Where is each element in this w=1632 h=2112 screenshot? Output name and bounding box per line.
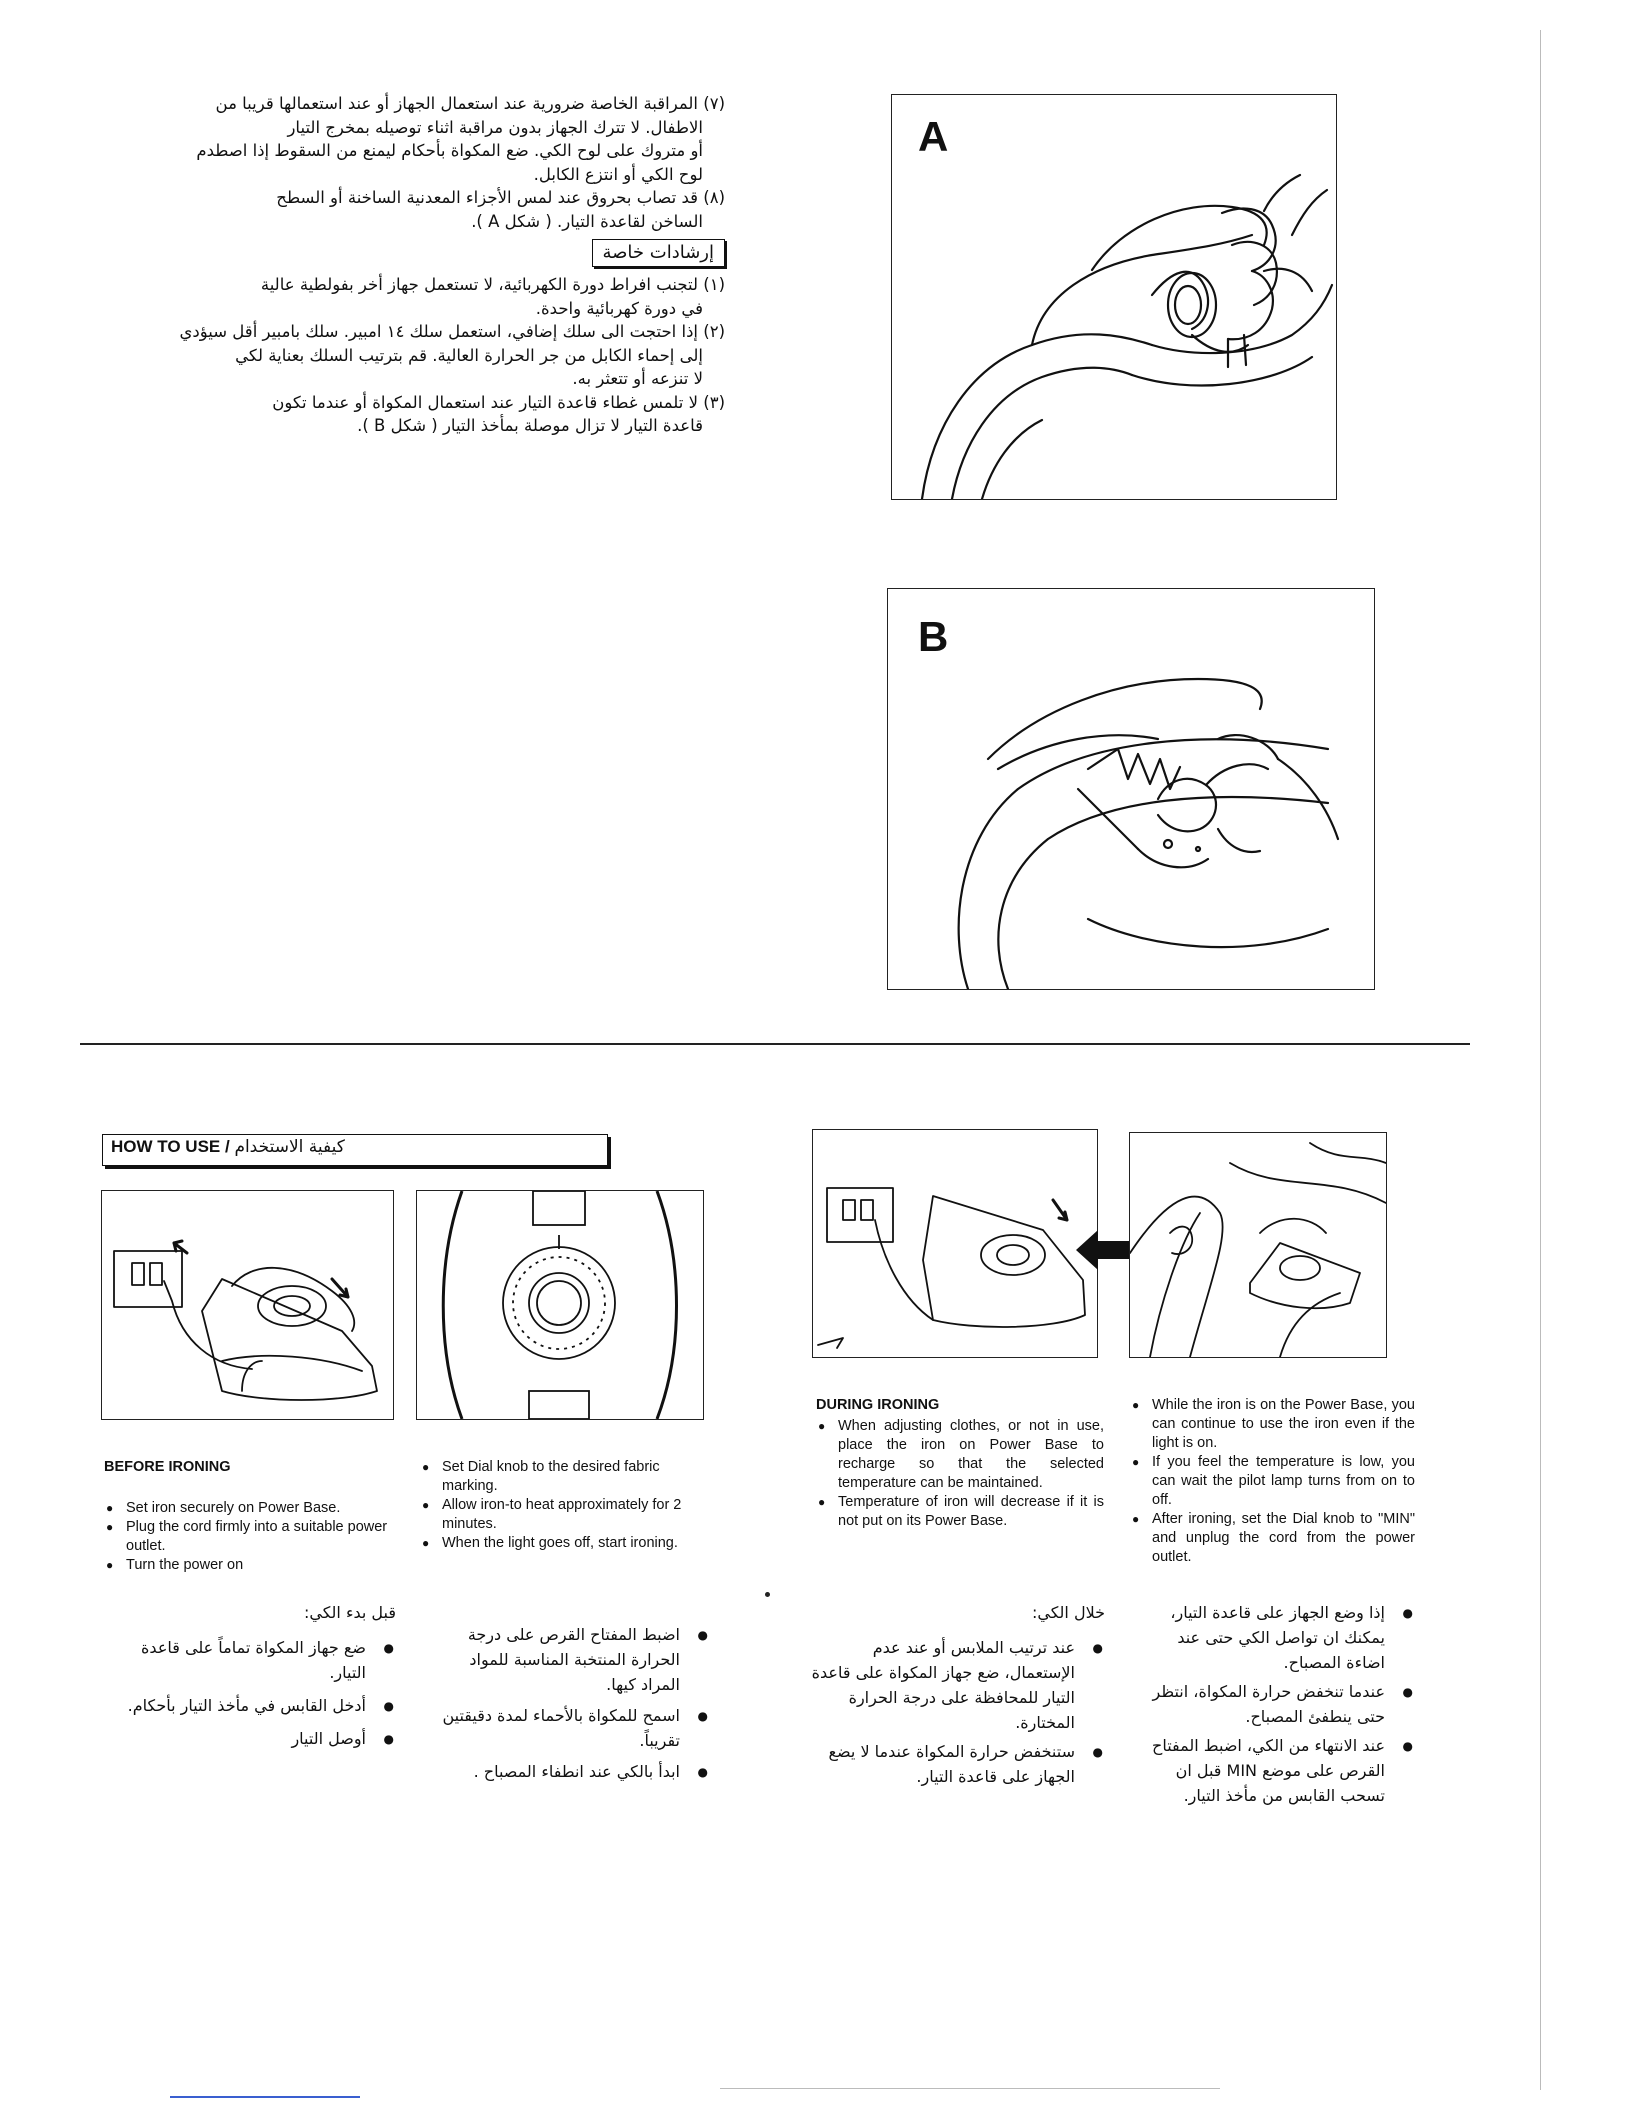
list-item: ● Allow iron-to heat approximately for 2 minutes.	[420, 1496, 710, 1534]
figure-dial	[416, 1190, 704, 1420]
hands-ironing-illustration	[1130, 1133, 1386, 1357]
before-ironing-heading: BEFORE IRONING	[104, 1459, 231, 1475]
figure-ironing-cloth	[1129, 1132, 1387, 1358]
arabic-before-ironing-section	[100, 1600, 396, 1751]
how-to-use-title-ar: كيفية الاستخدام	[234, 1137, 345, 1157]
while-on-base-section	[1130, 1396, 1415, 1567]
figure-b-label: B	[918, 613, 949, 660]
during-ironing-heading: DURING IRONING	[816, 1397, 940, 1413]
before-ironing-section	[104, 1458, 404, 1575]
special-1-line1: (١) لتجنب افراط دورة الكهربائية، لا تستعمل جهاز أخر بفولطية عالية	[260, 275, 725, 294]
figure-during-ironing-base	[812, 1129, 1098, 1358]
list-item: ● While the iron is on the Power Base, you can continue to use the iron even if the light is on.	[1130, 1396, 1415, 1453]
figure-a	[891, 94, 1337, 500]
warning-7-line1: (٧) المراقبة الخاصة ضرورية عند استعمال الجهاز أو عند استعمالها قريبا من	[215, 94, 725, 113]
list-item: ● عندما تنخفض حرارة المكواة، انتظر حتى ينطفئ المصباح.	[1140, 1679, 1415, 1729]
list-item: ● اسمح للمكواة بالأحماء لمدة دقيقتين تقريباً.	[430, 1703, 710, 1753]
section-divider	[80, 1043, 1470, 1045]
list-item: ● When adjusting clothes, or not in use, place the iron on Power Base to recharge so that the selected temperature can be maintained.	[816, 1417, 1104, 1493]
warning-7-line3: أو متروك على لوح الكي. ضع المكواة بأحكام ليمنع من السقوط إذا اصطدم	[196, 141, 703, 160]
hand-on-power-base-illustration	[888, 589, 1374, 989]
list-item: ● Temperature of iron will decrease if it is not put on its Power Base.	[816, 1493, 1104, 1531]
list-item: ● Plug the cord firmly into a suitable power outlet.	[104, 1518, 404, 1556]
how-to-use-title-en: HOW TO USE /	[111, 1137, 230, 1156]
list-item: ● إذا وضع الجهاز على قاعدة التيار، يمكنك ان تواصل الكي حتى عند اضاءة المصباح.	[1140, 1600, 1415, 1675]
dial-setting-section	[420, 1458, 710, 1553]
warning-8-line1: (٨) قد تصاب بحروق عند لمس الأجزاء المعدنية الساخنة أو السطح	[276, 188, 725, 207]
iron-plugged-in-illustration	[102, 1191, 393, 1419]
list-item: ● أدخل القابس في مأخذ التيار بأحكام.	[100, 1693, 396, 1718]
arabic-during-ironing-section	[805, 1600, 1105, 1789]
dial-knob-illustration	[417, 1191, 703, 1419]
list-item: ● Set Dial knob to the desired fabric marking.	[420, 1458, 710, 1496]
arabic-while-on-base-section	[1140, 1600, 1415, 1808]
list-item: ● ستنخفض حرارة المكواة عندما لا يضع الجهاز على قاعدة التيار.	[805, 1739, 1105, 1789]
during-ironing-section	[816, 1396, 1104, 1531]
list-item: ● If you feel the temperature is low, you can wait the pilot lamp turns from on to off.	[1130, 1453, 1415, 1510]
figure-a-label: A	[918, 113, 949, 160]
special-2-line3: لا تنزعه أو تتعثر به.	[572, 369, 703, 388]
small-dot-mark	[765, 1592, 770, 1597]
list-item: ● ضع جهاز المكواة تماماً على قاعدة التيار.	[100, 1635, 396, 1685]
special-3-line2: قاعدة التيار لا تزال موصلة بمأخذ التيار ( شكل B ).	[357, 416, 703, 435]
bottom-blue-line	[170, 2096, 360, 2098]
list-item: ● اضبط المفتاح القرص على درجة الحرارة المنتخبة المناسبة للمواد المراد كيها.	[430, 1622, 710, 1697]
right-margin-line	[1540, 30, 1541, 2090]
list-item: ● Set iron securely on Power Base.	[104, 1499, 404, 1518]
special-3-line1: (٣) لا تلمس غطاء قاعدة التيار عند استعمال المكواة أو عندما تكون	[272, 392, 725, 412]
list-item: ● أوصل التيار	[100, 1726, 396, 1751]
warning-7-line4: لوح الكي أو انتزع الكابل.	[533, 164, 703, 184]
arabic-dial-section	[430, 1622, 710, 1784]
top-arabic-text	[140, 92, 725, 438]
arabic-before-heading: قبل بدء الكي:	[303, 1603, 396, 1622]
special-1-line2: في دورة كهربائية واحدة.	[535, 298, 703, 318]
bottom-faint-line	[720, 2088, 1220, 2089]
special-instructions-title: إرشادات خاصة	[592, 239, 726, 267]
hand-touching-iron-illustration	[892, 95, 1336, 499]
figure-b	[887, 588, 1375, 990]
special-2-line1: (٢) إذا احتجت الى سلك إضافي، استعمل سلك ١٤ امبير. سلك بامبير أقل سيؤدي	[179, 322, 725, 341]
list-item: ● عند الانتهاء من الكي، اضبط المفتاح القرص على موضع MIN قبل ان تسحب القابس من مأخذ التيار.	[1140, 1733, 1415, 1808]
list-item: ● When the light goes off, start ironing.	[420, 1534, 710, 1553]
list-item: ● عند ترتيب الملابس أو عند عدم الإستعمال، ضع جهاز المكواة على قاعدة التيار للمحافظة على درجة الحرارة المختارة.	[805, 1635, 1105, 1735]
special-2-line2: إلى إحماء الكابل من جر الحرارة العالية. قم بترتيب السلك بعناية لكي	[235, 345, 703, 365]
figure-iron-on-base	[101, 1190, 394, 1420]
list-item: ● After ironing, set the Dial knob to "MIN" and unplug the cord from the power outlet.	[1130, 1510, 1415, 1567]
list-item: ● ابدأ بالكي عند انطفاء المصباح .	[430, 1759, 710, 1784]
warning-8-line2: الساخن لقاعدة التيار. ( شكل A ).	[471, 211, 703, 231]
warning-7-line2: الاطفال. لا تترك الجهاز بدون مراقبة اثناء توصيله بمخرج التيار	[287, 117, 703, 137]
how-to-use-title	[102, 1134, 608, 1166]
iron-returning-to-base-illustration	[813, 1130, 1097, 1357]
list-item: ● Turn the power on	[104, 1556, 404, 1575]
arabic-during-heading: خلال الكي:	[1031, 1603, 1105, 1622]
